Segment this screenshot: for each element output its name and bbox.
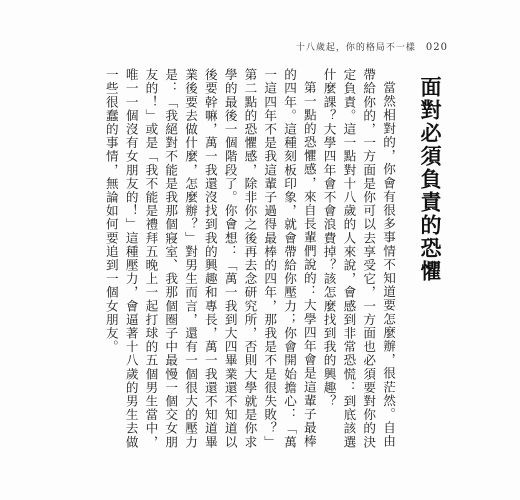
paragraph-2: 第一點的恐懼感，來自長輩們說的：大學四年會是這輩子最棒的四年。這種刻板印象，就會帶給你壓力；你會開始擔心：「萬一這四年不是我這輩子過得最棒的四年，那我是不是很失敗？」第二點的恐懼感，除非你之後再去念研究所，否則大學就是你求學的最後一個階段了。你會想：「萬一我到大四畢業還不知道以後要幹嘛，萬一我還沒找到我的興趣和專長，萬一我還不知道畢業後要去做什麼，怎麼辦？」對男生而言，還有一個很大的壓力是：「我絕對不能是我那個寢室、我那個圈子中最慢一個交女朋友的！」或是「我不能是禮拜五晚上一起打球的五個男生當中，唯一一個沒有女朋友的！」這種壓力，會逼著十八歲的男生去做一些很蠢的事情，無論如何要追到一個女朋友。 — [103, 68, 317, 449]
body-text — [62, 68, 398, 453]
section-title: 面對必須負責的恐懼 — [418, 76, 442, 283]
page-number: 020 — [425, 42, 448, 53]
running-title: 十八歲起，你的格局不一樣 — [295, 43, 416, 53]
running-header — [296, 40, 448, 53]
paragraph-1: 當然相對的，你會有很多事情不知道要怎麼辦，很茫然。自由帶給你的，一方面是你可以去享受它，一方面也必須要對你的決定負責。這一點對十八歲的人來說，會感到非常恐慌：到底該選什麼課？大學四年會不會浪費掉？該怎麼找到我的興趣？ — [321, 68, 396, 449]
